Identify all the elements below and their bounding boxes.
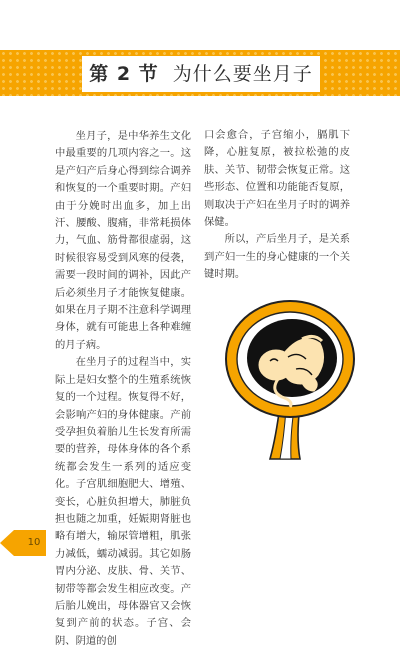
section-number: 第 2 节 bbox=[89, 63, 159, 85]
paragraph: 口会愈合，子宫缩小，膈肌下降，心脏复原，被拉松弛的皮肤、关节、韧带会恢复正常。这些形态、位置和功能能否复原，则取决于产妇在坐月子时的调养保健。 bbox=[204, 129, 350, 229]
left-text-column bbox=[55, 128, 191, 650]
page-number: 10 bbox=[27, 537, 41, 548]
paragraph: 所以，产后坐月子，是关系到产妇一生的身心健康的一个关键时期。 bbox=[204, 233, 350, 281]
section-heading: 为什么要坐月子 bbox=[172, 63, 313, 85]
right-text-column bbox=[204, 127, 350, 284]
fetus-in-womb-icon bbox=[218, 287, 368, 462]
section-title bbox=[82, 56, 320, 92]
paragraph: 在坐月子的过程当中，实际上是妇女整个的生殖系统恢复的一个过程。恢复得不好，会影响产妇的身体健康。产前受孕担负着胎儿生长发育所需要的营养，母体身体的各个系统都会发生一系列的适应变化。子宫肌细胞肥大、增殖、变长，心脏负担增大，肺脏负担也随之加重，妊娠期肾脏也略有增大，输尿管增粗，肌张力减低，蠕动减弱。其它如肠胃内分泌、皮肤、骨、关节、韧带等都会发生相应改变。产后胎儿娩出，母体器官又会恢复到产前的状态。子宫、会阴、阴道的创 bbox=[55, 356, 191, 647]
paragraph: 坐月子，是中华养生文化中最重要的几项内容之一。这是产妇产后身心得到综合调养和恢复的一个重要时期。产妇由于分娩时出血多，加上出汗、腰酸、腹痛，非常耗损体力，气血、筋骨都很虚弱，这时候很容易受到风寒的侵袭，需要一段时间的调补，因此产后必须坐月子才能恢复健康。如果在月子期不注意科学调理身体，就有可能患上各种难缠的月子病。 bbox=[55, 130, 191, 351]
